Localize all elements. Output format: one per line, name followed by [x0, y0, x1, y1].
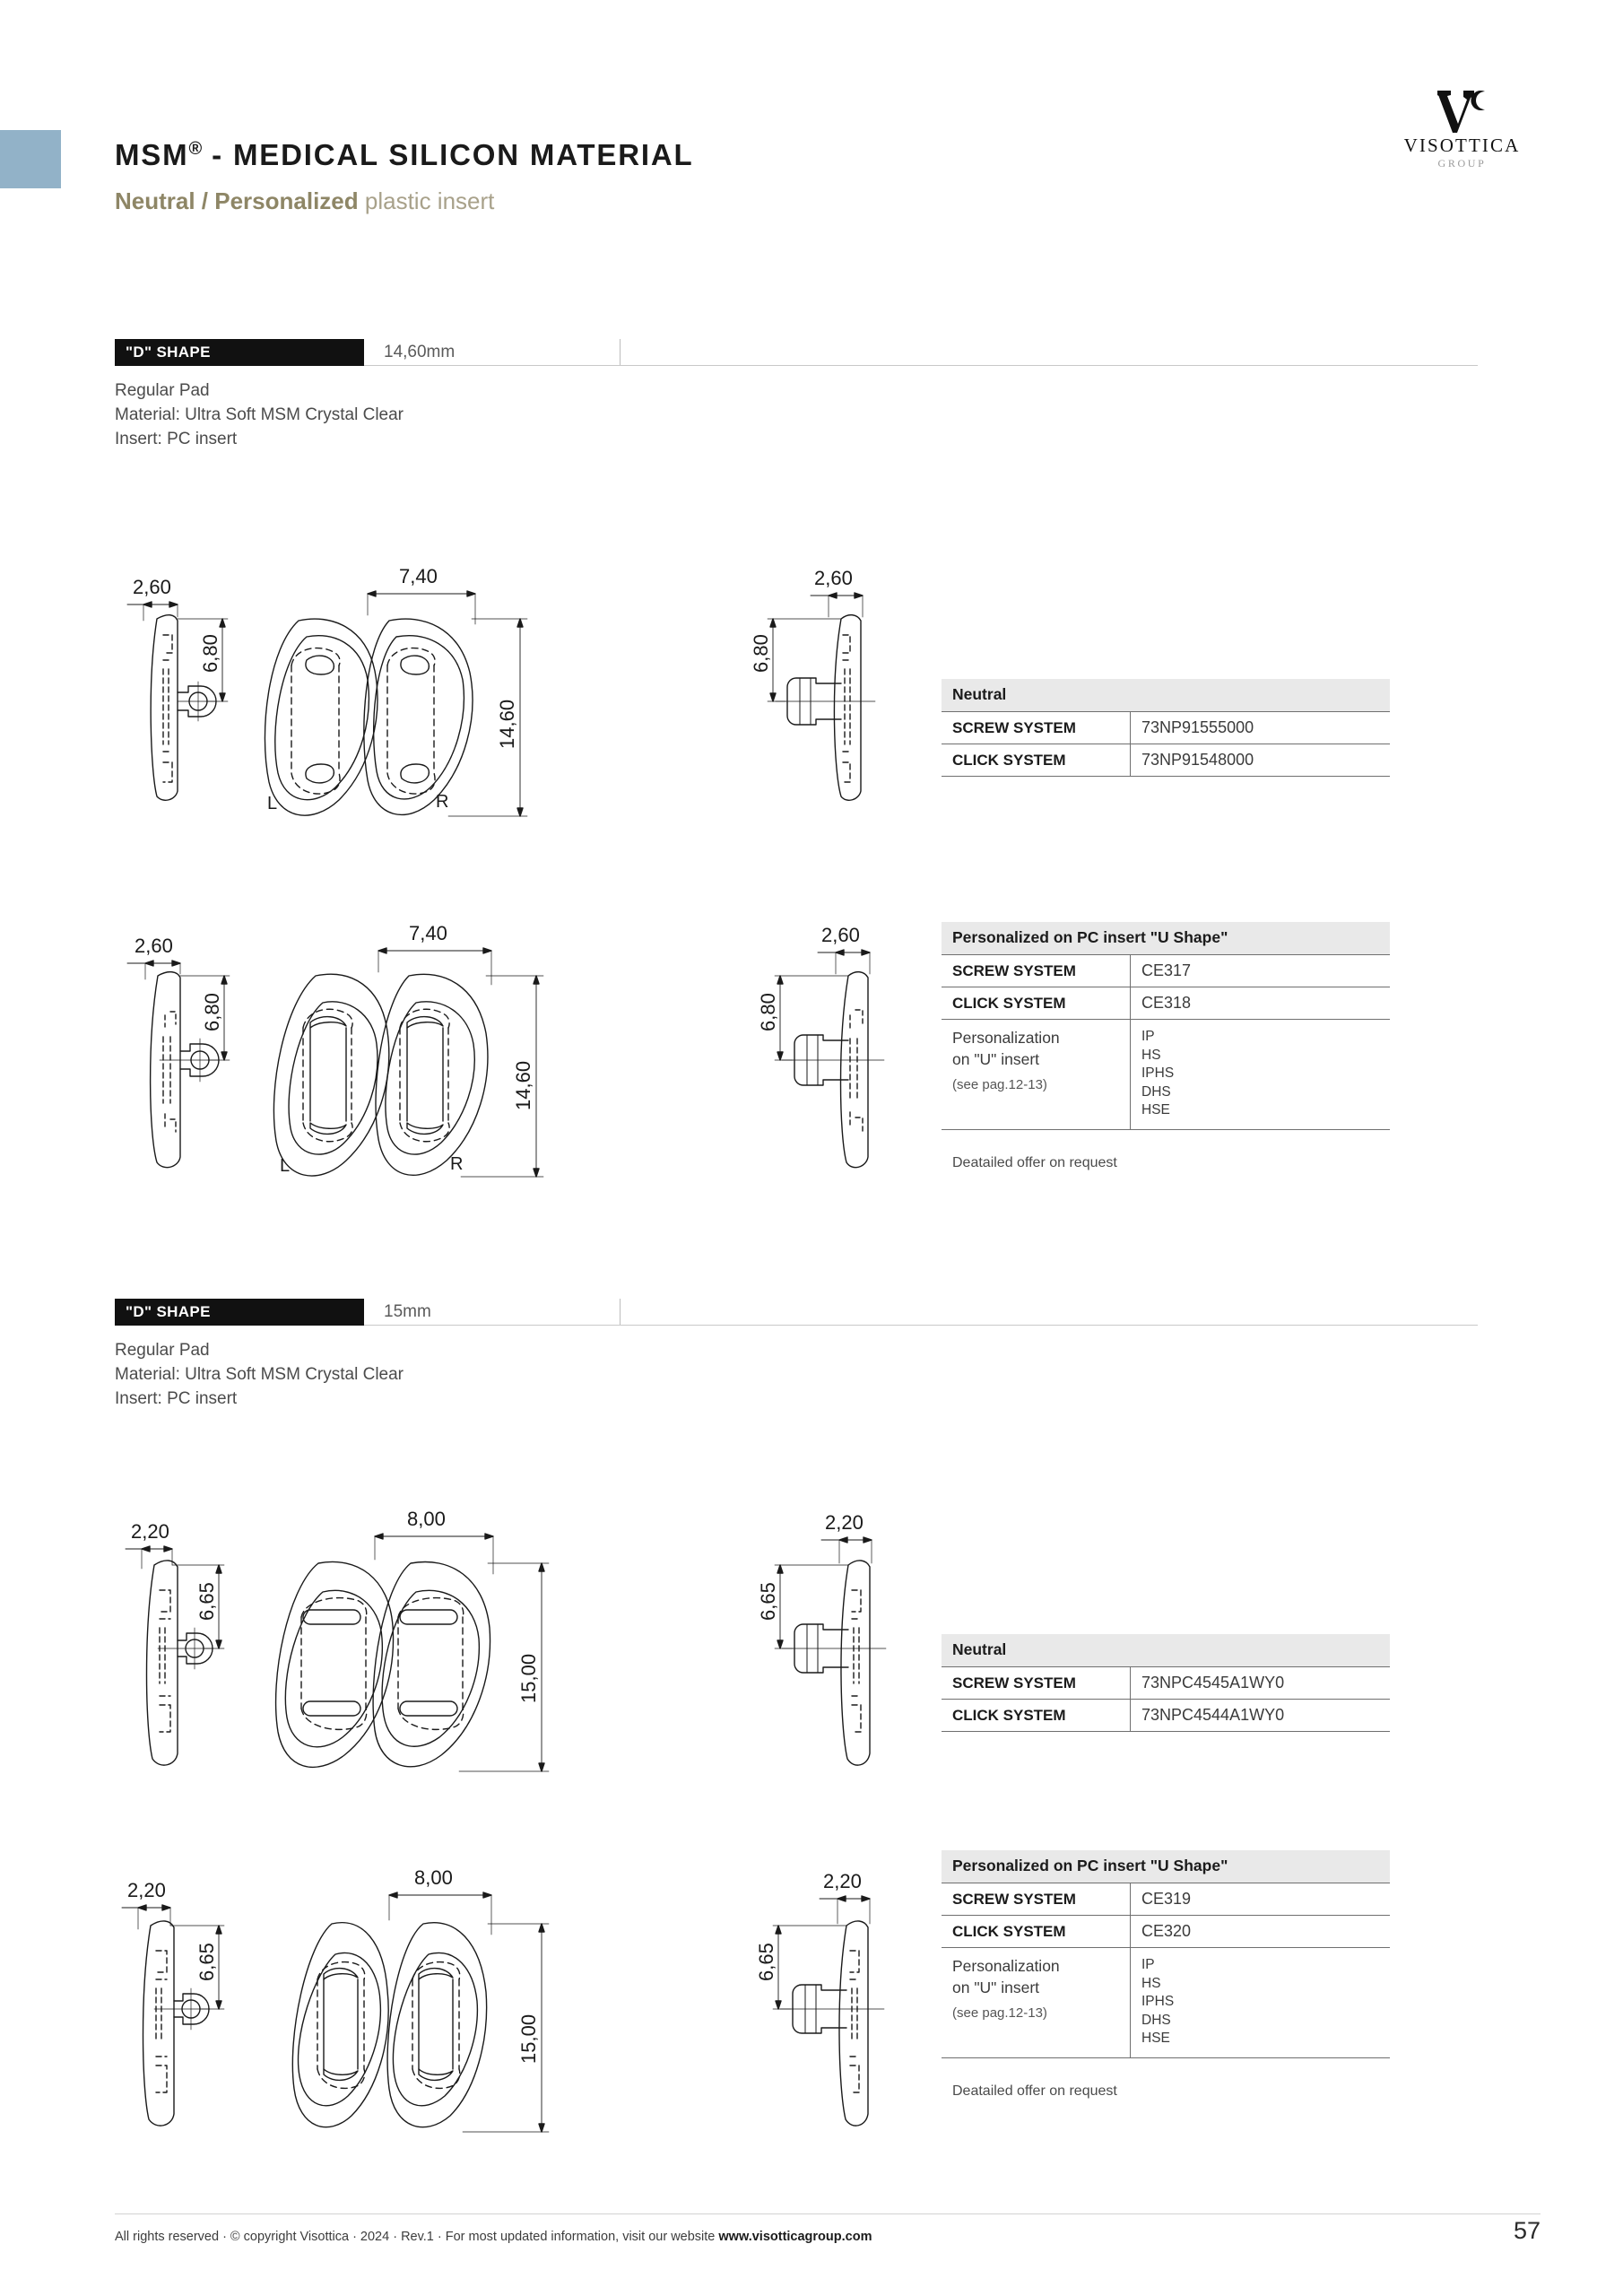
spec-note-1460: Deatailed offer on request — [952, 1155, 1117, 1170]
table-title: Personalized on PC insert "U Shape" — [942, 922, 1390, 955]
dim-width: 8,00 — [414, 1866, 453, 1889]
row-key: CLICK SYSTEM — [942, 744, 1131, 777]
row-key: CLICK SYSTEM — [942, 987, 1131, 1020]
page-title — [115, 139, 1478, 171]
registered-mark-icon: ® — [188, 139, 203, 159]
option-item: HS — [1141, 1047, 1161, 1063]
section-shape-tag: "D" SHAPE — [115, 1299, 364, 1326]
row-value: 73NP91555000 — [1131, 712, 1391, 744]
dim-height: 14,60 — [512, 1060, 534, 1110]
dim-thickness-left: 2,60 — [135, 935, 173, 957]
drawing-neutral-15 — [108, 1484, 915, 1816]
table-row-personalization — [942, 1020, 1390, 1130]
section-size-label: 14,60mm — [384, 343, 456, 361]
dim-height: 14,60 — [496, 699, 518, 749]
table-row — [942, 1883, 1390, 1916]
dim-thickness-left: 2,20 — [127, 1879, 166, 1901]
section-meta-material: Material: Ultra Soft MSM Crystal Clear — [115, 1364, 404, 1384]
brand-logo — [1384, 88, 1541, 169]
spec-table-neutral-1460 — [942, 679, 1390, 777]
table-row — [942, 1667, 1390, 1700]
personalization-options — [1131, 1948, 1391, 2058]
section-meta-pad: Regular Pad — [115, 1341, 210, 1360]
personalization-line2: on "U" insert — [952, 1978, 1040, 1996]
logo-wordmark: VISOTTICA — [1403, 135, 1521, 156]
spec-table-personalized-1460 — [942, 922, 1390, 1130]
row-value: 73NP91548000 — [1131, 744, 1391, 777]
footer-copyright-text: All rights reserved · © copyright Visottica · 2024 · Rev.1 · For most updated information, visit our website — [115, 2230, 719, 2244]
section-meta-insert: Insert: PC insert — [115, 429, 238, 448]
option-item: IP — [1141, 1957, 1155, 1972]
spec-table-personalized-15 — [942, 1850, 1390, 2058]
page-title-main: MSM — [115, 138, 189, 171]
table-row — [942, 744, 1390, 777]
dim-height-small-right: 6,80 — [757, 993, 779, 1031]
section-meta-material: Material: Ultra Soft MSM Crystal Clear — [115, 404, 404, 424]
row-value: CE318 — [1131, 987, 1391, 1020]
footer-rule — [115, 2213, 1541, 2214]
section-meta-pad: Regular Pad — [115, 381, 210, 400]
section-d-shape-15 — [115, 1299, 1478, 1412]
dim-height-small-left: 6,65 — [195, 1943, 218, 1981]
technical-drawing — [108, 538, 915, 879]
personalization-page-ref: (see pag.12-13) — [952, 2005, 1047, 2022]
row-value: 73NPC4544A1WY0 — [1131, 1700, 1391, 1732]
row-value: CE320 — [1131, 1916, 1391, 1948]
dim-thickness-right: 2,20 — [823, 1870, 862, 1892]
row-value: 73NPC4545A1WY0 — [1131, 1667, 1391, 1700]
drawing-personalized-15 — [108, 1843, 915, 2175]
personalization-key — [942, 1020, 1131, 1130]
page-subtitle — [115, 188, 1478, 214]
table-row — [942, 987, 1390, 1020]
spec-table-neutral-15 — [942, 1634, 1390, 1732]
row-key: SCREW SYSTEM — [942, 1667, 1131, 1700]
dim-height-small-right: 6,80 — [750, 634, 772, 673]
technical-drawing — [108, 1843, 915, 2175]
option-item: HSE — [1141, 2031, 1170, 2047]
label-right-pad: R — [436, 792, 449, 812]
label-right-pad: R — [450, 1154, 464, 1174]
table-row — [942, 712, 1390, 744]
row-key: CLICK SYSTEM — [942, 1916, 1131, 1948]
dim-width: 7,40 — [409, 922, 447, 944]
dim-width: 7,40 — [399, 565, 438, 587]
section-color-tab — [0, 130, 61, 188]
spec-note-15: Deatailed offer on request — [952, 2083, 1117, 2099]
logo-subtext: GROUP — [1437, 157, 1487, 170]
dim-thickness-right: 2,60 — [821, 924, 860, 946]
page-subtitle-light: plastic insert — [358, 187, 495, 215]
section-size-label: 15mm — [384, 1302, 431, 1321]
personalization-line1: Personalization — [952, 1957, 1060, 1975]
option-item: HS — [1141, 1975, 1161, 1991]
footer-copyright — [115, 2230, 872, 2244]
dim-width: 8,00 — [407, 1508, 446, 1530]
drawing-neutral-1460 — [108, 538, 915, 879]
footer-website-link[interactable]: www.visotticagroup.com — [718, 2230, 872, 2244]
dim-height-small-right: 6,65 — [757, 1582, 779, 1621]
label-left-pad: L — [267, 794, 278, 813]
option-item: HSE — [1141, 1102, 1170, 1118]
table-title: Neutral — [942, 679, 1390, 712]
table-title: Neutral — [942, 1634, 1390, 1667]
section-divider — [620, 339, 621, 366]
page-header — [115, 139, 1478, 214]
row-value: CE319 — [1131, 1883, 1391, 1916]
section-meta — [115, 379, 1478, 452]
row-key: SCREW SYSTEM — [942, 712, 1131, 744]
row-key: SCREW SYSTEM — [942, 1883, 1131, 1916]
section-meta-insert: Insert: PC insert — [115, 1388, 238, 1408]
dim-height-small-left: 6,80 — [201, 993, 223, 1031]
row-value: CE317 — [1131, 955, 1391, 987]
personalization-key — [942, 1948, 1131, 2058]
section-divider — [620, 1299, 621, 1326]
dim-thickness-left: 2,20 — [131, 1520, 169, 1543]
option-item: IP — [1141, 1029, 1155, 1044]
personalization-line2: on "U" insert — [952, 1049, 1040, 1068]
option-item: DHS — [1141, 2012, 1171, 2028]
table-row — [942, 955, 1390, 987]
page-number: 57 — [1513, 2217, 1541, 2244]
dim-height-small-left: 6,65 — [195, 1582, 218, 1621]
label-left-pad: L — [280, 1156, 291, 1176]
personalization-line1: Personalization — [952, 1029, 1060, 1047]
option-item: DHS — [1141, 1083, 1171, 1100]
dim-height-small-right: 6,65 — [755, 1943, 777, 1981]
section-rule — [364, 1325, 1478, 1326]
section-rule — [364, 365, 1478, 366]
option-item: IPHS — [1141, 1065, 1175, 1082]
visottica-v-mark-icon — [1430, 88, 1495, 135]
page-title-rest: - MEDICAL SILICON MATERIAL — [202, 138, 694, 171]
dim-thickness-right: 2,60 — [814, 567, 853, 589]
table-title: Personalized on PC insert "U Shape" — [942, 1850, 1390, 1883]
option-item: IPHS — [1141, 1994, 1175, 2010]
technical-drawing — [108, 897, 915, 1229]
dim-height: 15,00 — [517, 2013, 540, 2064]
section-d-shape-1460 — [115, 339, 1478, 452]
page-subtitle-bold: Neutral / Personalized — [115, 187, 359, 215]
table-row — [942, 1916, 1390, 1948]
section-shape-tag: "D" SHAPE — [115, 339, 364, 366]
table-row — [942, 1700, 1390, 1732]
drawing-personalized-1460 — [108, 897, 915, 1229]
section-meta — [115, 1339, 1478, 1412]
row-key: SCREW SYSTEM — [942, 955, 1131, 987]
dim-height: 15,00 — [517, 1653, 540, 1703]
dim-thickness-left: 2,60 — [133, 576, 171, 598]
personalization-options — [1131, 1020, 1391, 1130]
section-header — [115, 339, 1478, 366]
technical-drawing — [108, 1484, 915, 1816]
dim-thickness-right: 2,20 — [825, 1511, 864, 1534]
row-key: CLICK SYSTEM — [942, 1700, 1131, 1732]
section-header — [115, 1299, 1478, 1326]
table-row-personalization — [942, 1948, 1390, 2058]
personalization-page-ref: (see pag.12-13) — [952, 1077, 1047, 1093]
dim-height-small-left: 6,80 — [199, 634, 221, 673]
